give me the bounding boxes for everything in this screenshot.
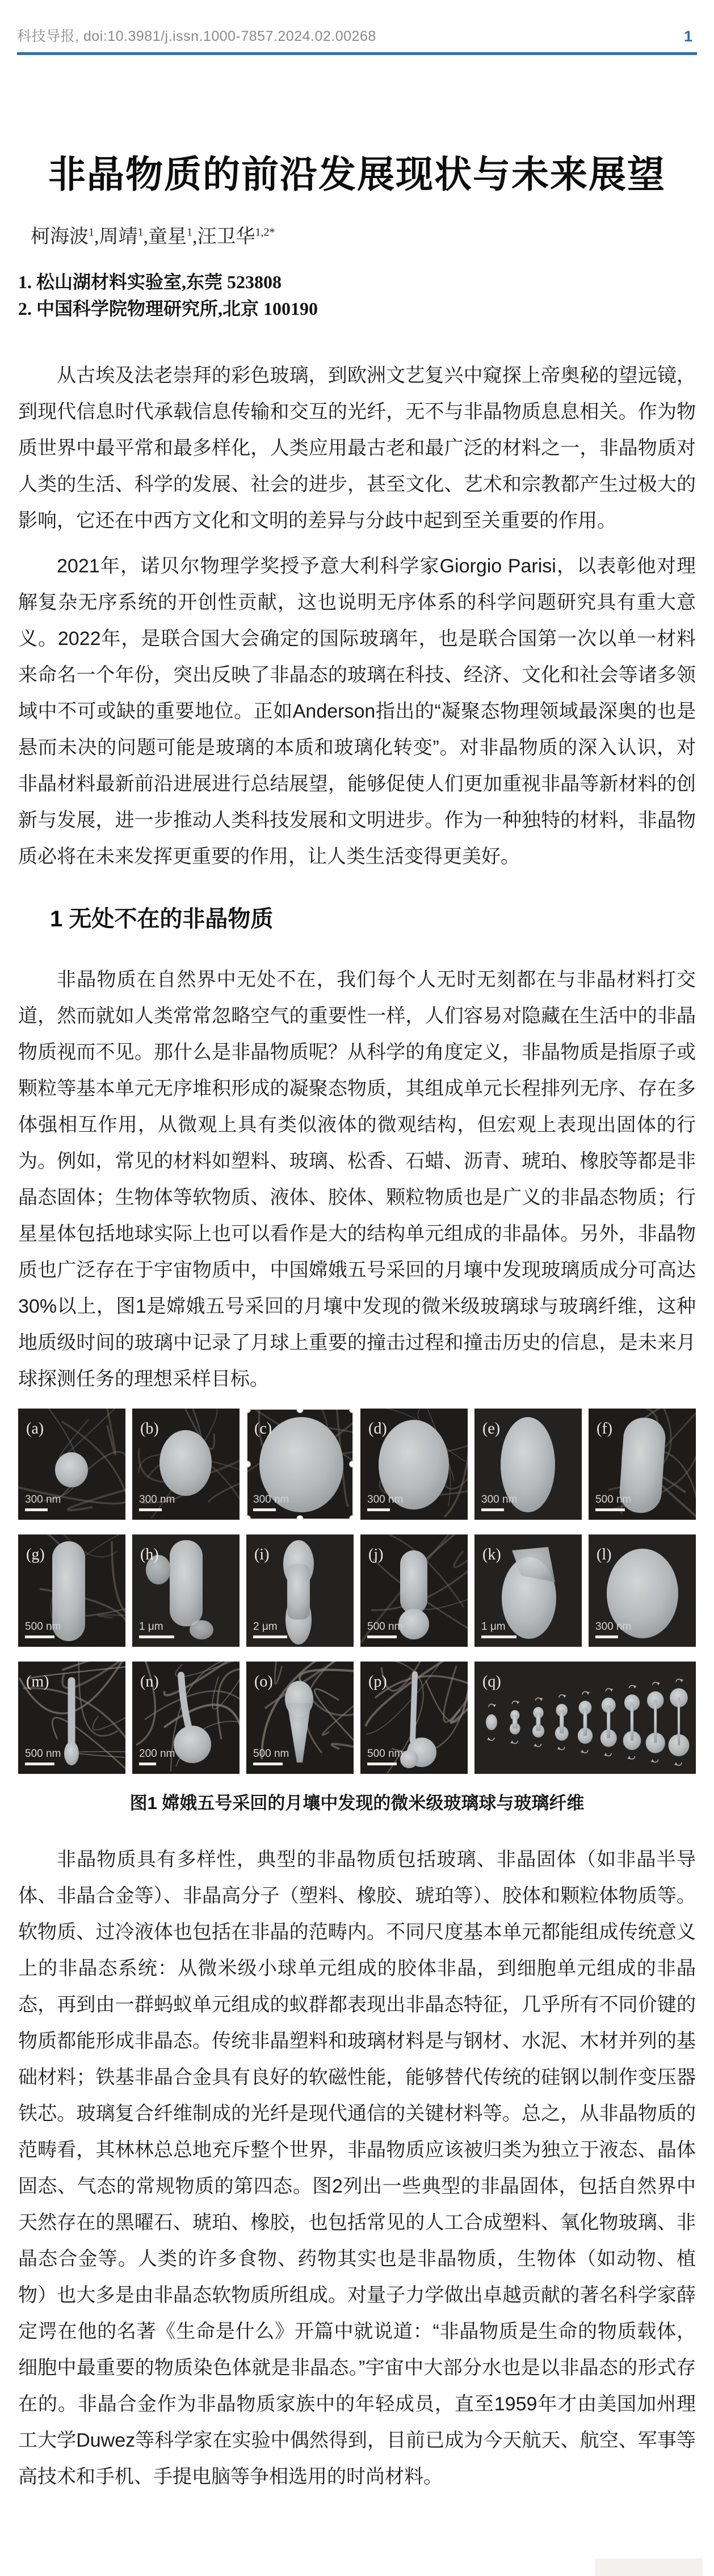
body-paragraph: 非晶物质具有多样性，典型的非晶物质包括玻璃、非晶固体（如非晶半导体、非晶合金等）、非晶高分子（塑料、橡胶、琥珀等）、胶体和颗粒体物质等。软物质、过冷液体也包括在非晶的范畴内。不同尺度基本单元都能组成传统意义上的非晶态系统：从微米级小球单元组成的胶体非晶，到细胞单元组成的非晶态，再到由一群蚂蚁单元组成的蚁群都表现出非晶态特征，几乎所有不同价键的物质都能形成非晶态。传统非晶塑料和玻璃材料是与钢材、水泥、木材并列的基础材料；铁基非晶合金具有良好的软磁性能，能够替代传统的硅钢以制作变压器铁芯。玻璃复合纤维制成的光纤是现代通信的关键材料等。总之，从非晶物质的范畴看，其林林总总地充斥整个世界，非晶物质应该被归类为独立于液态、晶体固态、气态的常规物质的第四态。图2列出一些典型的非晶固体，包括自然界中天然存在的黑曜石、琥珀、橡胶，也包括常见的人工合成塑料、氧化物玻璃、非晶态合金等。人类的许多食物、药物其实也是非晶物质，生物体（如动物、植物）也大多是由非晶态软物质所组成。对量子力学做出卓越贡献的著名科学家薛定谔在他的名著《生命是什么》开篇中就说道：“非晶物质是生命的物质载体，细胞中最重要的物质染色体就是非晶态。”宇宙中大部分水也是以非晶态的形式存在的。非晶合金作为非晶物质家族中的年轻成员，直至1959年才由美国加州理工大学Duwez等科学家在实验中偶然得到，目前已成为今天航天、航空、军事等高技术和手机、手提电脑等争相选用的时尚材料。 [18,1849,696,2488]
panel-label: (o) [254,1673,273,1690]
scale-bar-label: 300 nm [367,1494,404,1506]
figure-panel-p [360,1662,468,1774]
scale-bar-label: 300 nm [25,1494,61,1506]
figure-row-1 [18,1409,696,1520]
author-affiliation-superscript: 1 [187,226,192,239]
panel-label: (k) [482,1546,501,1563]
scale-bar-label: 300 nm [595,1621,632,1633]
panel-label: (m) [26,1673,49,1690]
figure-panel-l [589,1534,696,1647]
author-separator: , [192,226,198,247]
figure-row-2 [18,1534,696,1647]
body-paragraph: 非晶物质在自然界中无处不在，我们每个人无时无刻都在与非晶材料打交道，然而就如人类常常忽略空气的重要性一样，人们容易对隐藏在生活中的非晶物质视而不见。那什么是非晶物质呢？从科学的角度定义，非晶物质是指原子或颗粒等基本单元无序堆积形成的凝聚态物质，其组成单元长程排列无序、存在多体强相互作用，从微观上具有类似液体的微观结构，但宏观上表现出固体的行为。例如，常见的材料如塑料、玻璃、松香、石蜡、沥青、琥珀、橡胶等都是非晶态固体；生物体等软物质、液体、胶体、颗粒物质也是广义的非晶态物质；行星星体包括地球实际上也可以看作是大的结构单元组成的非晶体。另外，非晶物质也广泛存在于宇宙物质中，中国嫦娥五号采回的月壤中发现玻璃质成分可高达30%以上，图1是嫦娥五号采回的月壤中发现的微米级玻璃球与玻璃纤维，这种地质级时间的玻璃中记录了月球上重要的撞击过程和撞击历史的信息，是未来月球探测任务的理想采样目标。 [18,969,696,1390]
article-title: 非晶物质的前沿发展现状与未来展望 [48,153,666,195]
panel-label: (a) [26,1420,44,1437]
figure-panel-o [246,1662,354,1774]
scale-bar-label: 1 μm [481,1621,506,1633]
scale-bar-label: 300 nm [253,1494,289,1506]
scale-bar [139,1635,174,1638]
figure-1-caption: 图1 嫦娥五号采回的月壤中发现的微米级玻璃球与玻璃纤维 [129,1793,585,1813]
affiliation: 1. 松山湖材料实验室,东莞 523808 [18,272,282,292]
selection-handle[interactable] [246,1461,251,1468]
scale-bar [25,1635,54,1638]
figure-panel-b [132,1409,240,1520]
scale-bar [595,1635,618,1638]
panel-label: (b) [140,1420,159,1437]
panel-label: (l) [597,1546,612,1563]
scale-bar [25,1763,54,1765]
figure-panel-f [589,1409,696,1520]
section-1-paragraphs-before-figure [18,962,696,1397]
scale-bar [481,1635,516,1638]
scale-bar [253,1508,276,1511]
panel-label: (q) [482,1673,501,1690]
scale-bar-label: 200 nm [139,1748,175,1760]
scale-bar-label: 2 μm [253,1621,278,1633]
figure-panel-k [474,1534,582,1647]
page-number: 1 [683,28,692,45]
scale-bar [595,1508,625,1511]
scale-bar [253,1635,287,1638]
scale-bar [481,1508,504,1511]
article-body [0,150,714,2495]
intro-paragraphs [18,357,696,875]
figure-panel-i [246,1534,354,1647]
selection-handle[interactable] [297,1516,303,1520]
figure-panel-e [474,1409,582,1520]
bottom-right-artifact [595,2558,703,2576]
author-name: 童星 [148,226,187,247]
scale-bar-label: 500 nm [253,1748,289,1760]
figure-panel-d [360,1409,468,1520]
author-separator: , [94,226,99,247]
panel-label: (c) [254,1420,272,1437]
scale-bar [367,1508,390,1511]
figure-panel-j [360,1534,468,1647]
figure-1-panels [18,1409,696,1774]
figure-panel-n [132,1662,240,1774]
scale-bar-label: 500 nm [25,1621,61,1633]
section-1-heading: 1 无处不在的非晶物质 [50,907,274,931]
scale-bar-label: 300 nm [481,1494,518,1506]
scale-bar-label: 500 nm [595,1494,632,1506]
affiliations-block [18,269,696,322]
panel-label: (i) [254,1546,270,1563]
panel-label: (p) [368,1673,387,1690]
header-rule [17,52,697,55]
journal-doi-text: 科技导报, doi:10.3981/j.issn.1000-7857.2024.02.00268 [17,28,376,44]
selection-handle[interactable] [350,1461,354,1468]
scale-bar-label: 500 nm [367,1621,404,1633]
figure-row-3 [18,1662,696,1774]
body-paragraph: 从古埃及法老崇拜的彩色玻璃，到欧洲文艺复兴中窥探上帝奥秘的望远镜，到现代信息时代承载信息传输和交互的光纤，无不与非晶物质息息相关。作为物质世界中最平常和最多样化，人类应用最古老和最广泛的材料之一，非晶物质对人类的生活、科学的发展、社会的进步，甚至文化、艺术和宗教都产生过极大的影响，它还在中西方文化和文明的差异与分歧中起到至关重要的作用。 [18,365,696,532]
page-header [0,0,714,55]
scale-bar [253,1763,283,1765]
author-affiliation-superscript: 1 [89,226,94,239]
figure-panel-g [18,1534,125,1647]
scale-bar [367,1763,397,1765]
author-name: 柯海波 [31,226,89,247]
author-name: 周靖 [99,226,138,247]
selection-handle[interactable] [297,1409,303,1413]
scale-bar [25,1508,48,1511]
panel-label: (e) [482,1420,501,1437]
author-affiliation-superscript: 1,2* [255,226,275,239]
panel-label: (h) [140,1546,159,1563]
figure-panel-q [474,1662,696,1774]
figure-panel-a [18,1409,125,1520]
section-1-paragraphs-after-figure [18,1841,696,2495]
affiliation: 2. 中国科学院物理研究所,北京 100190 [18,298,318,319]
author-affiliation-superscript: 1 [137,226,144,239]
panel-label: (f) [597,1420,612,1437]
figure-panel-c [246,1409,354,1520]
figure-1 [18,1409,696,1814]
figure-panel-h [132,1534,240,1647]
authors-line [18,221,696,248]
scale-bar-label: 500 nm [367,1748,404,1760]
author-name: 汪卫华 [197,226,255,247]
scale-bar-label: 500 nm [25,1748,61,1760]
scale-bar [139,1508,162,1511]
scale-bar-label: 1 μm [139,1621,163,1633]
scale-bar [139,1763,156,1765]
body-paragraph: 2021年，诺贝尔物理学奖授予意大利科学家Giorgio Parisi，以表彰他对理解复杂无序系统的开创性贡献，这也说明无序体系的科学问题研究具有重大意义。2022年，是联合国大会确定的国际玻璃年，也是联合国第一次以单一材料来命名一个年份，突出反映了非晶态的玻璃在科技、经济、文化和社会等诸多领域中不可或缺的重要地位。正如Anderson指出的“凝聚态物理领域最深奥的也是悬而未决的问题可能是玻璃的本质和玻璃化转变”。对非晶物质的深入认识，对非晶材料最新前沿进展进行总结展望，能够促使人们更加重视非晶等新材料的创新与发展，进一步推动人类科技发展和文明进步。作为一种独特的材料，非晶物质必将在未来发挥更重要的作用，让人类生活变得更美好。 [18,555,696,867]
panel-label: (n) [140,1673,159,1690]
scale-bar-label: 300 nm [139,1494,175,1506]
panel-label: (g) [26,1546,45,1563]
panel-label: (d) [368,1420,387,1437]
panel-label: (j) [368,1546,384,1563]
scale-bar [367,1635,397,1638]
author-separator: , [143,226,148,247]
figure-panel-m [18,1662,125,1774]
